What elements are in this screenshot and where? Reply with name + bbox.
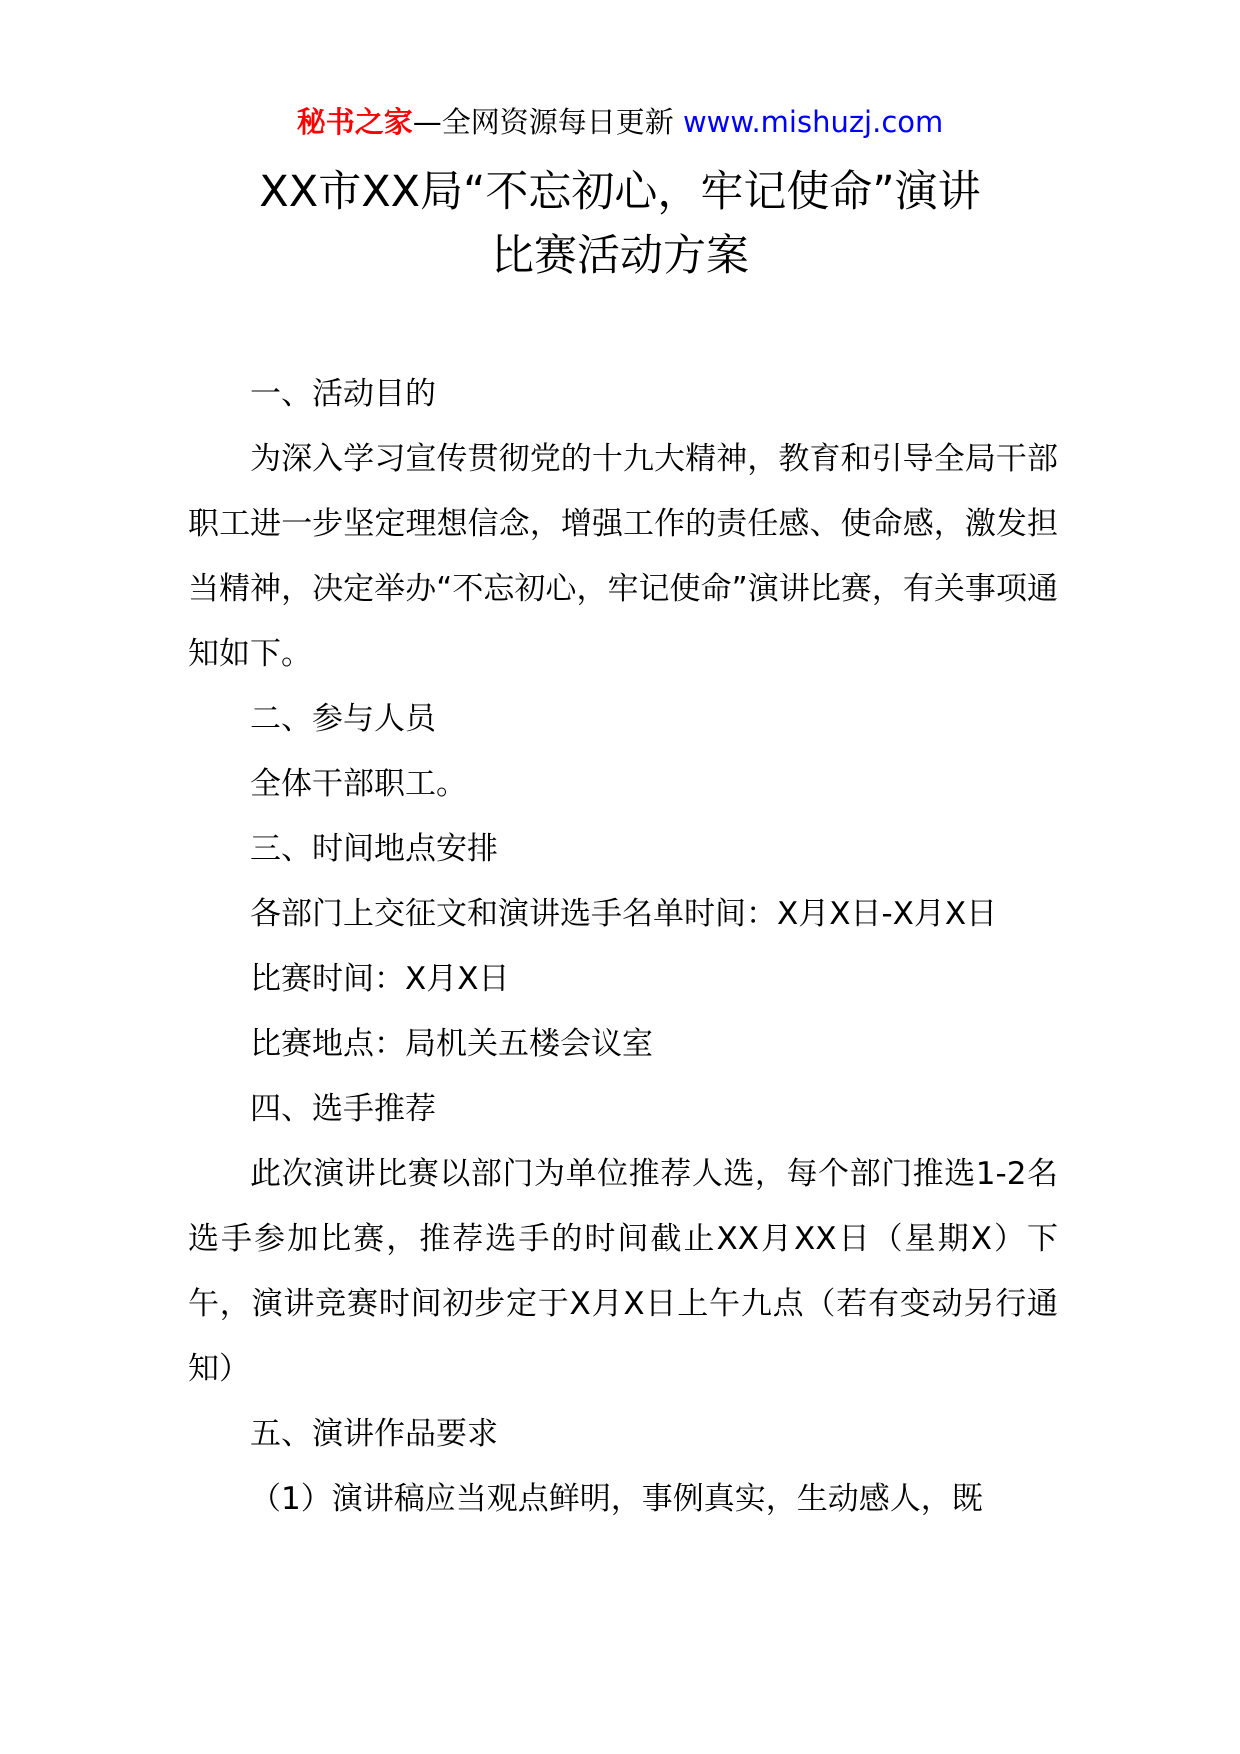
paragraph-purpose: 为深入学习宣传贯彻党的十九大精神，教育和引导全局干部职工进一步坚定理想信念，增强工作的责任感、使命感，激发担当精神，决定举办“不忘初心，牢记使命”演讲比赛，有关事项通知如下。 — [188, 441, 1058, 672]
document-body — [188, 362, 1058, 1532]
paragraph-submission-time: 各部门上交征文和演讲选手名单时间：X月X日-X月X日 — [250, 896, 998, 932]
paragraph-nomination: 此次演讲比赛以部门为单位推荐人选，每个部门推选1-2名选手参加比赛，推荐选手的时间截止XX月XX日（星期X）下午，演讲竞赛时间初步定于X月X日上午九点（若有变动另行通知） — [188, 1156, 1058, 1387]
paragraph-participants: 全体干部职工。 — [250, 766, 467, 802]
paragraph-contest-location: 比赛地点：局机关五楼会议室 — [250, 1026, 653, 1062]
title-line-1: XX市XX局“不忘初心，牢记使命”演讲 — [259, 167, 981, 217]
header-tagline: —全网资源每日更新 — [412, 105, 674, 139]
section-heading-purpose: 一、活动目的 — [250, 376, 436, 412]
title-line-2: 比赛活动方案 — [491, 231, 749, 281]
brand-name: 秘书之家 — [296, 105, 413, 139]
section-heading-requirements: 五、演讲作品要求 — [250, 1416, 498, 1452]
site-url-link[interactable]: www.mishuzj.com — [682, 105, 944, 139]
site-header — [0, 102, 1240, 142]
section-heading-participants: 二、参与人员 — [250, 701, 436, 737]
document-title — [0, 160, 1240, 288]
paragraph-contest-time: 比赛时间：X月X日 — [250, 961, 510, 997]
paragraph-requirement-1: （1）演讲稿应当观点鲜明，事例真实，生动感人，既 — [250, 1481, 983, 1517]
section-heading-nomination: 四、选手推荐 — [250, 1091, 436, 1127]
section-heading-schedule: 三、时间地点安排 — [250, 831, 498, 867]
